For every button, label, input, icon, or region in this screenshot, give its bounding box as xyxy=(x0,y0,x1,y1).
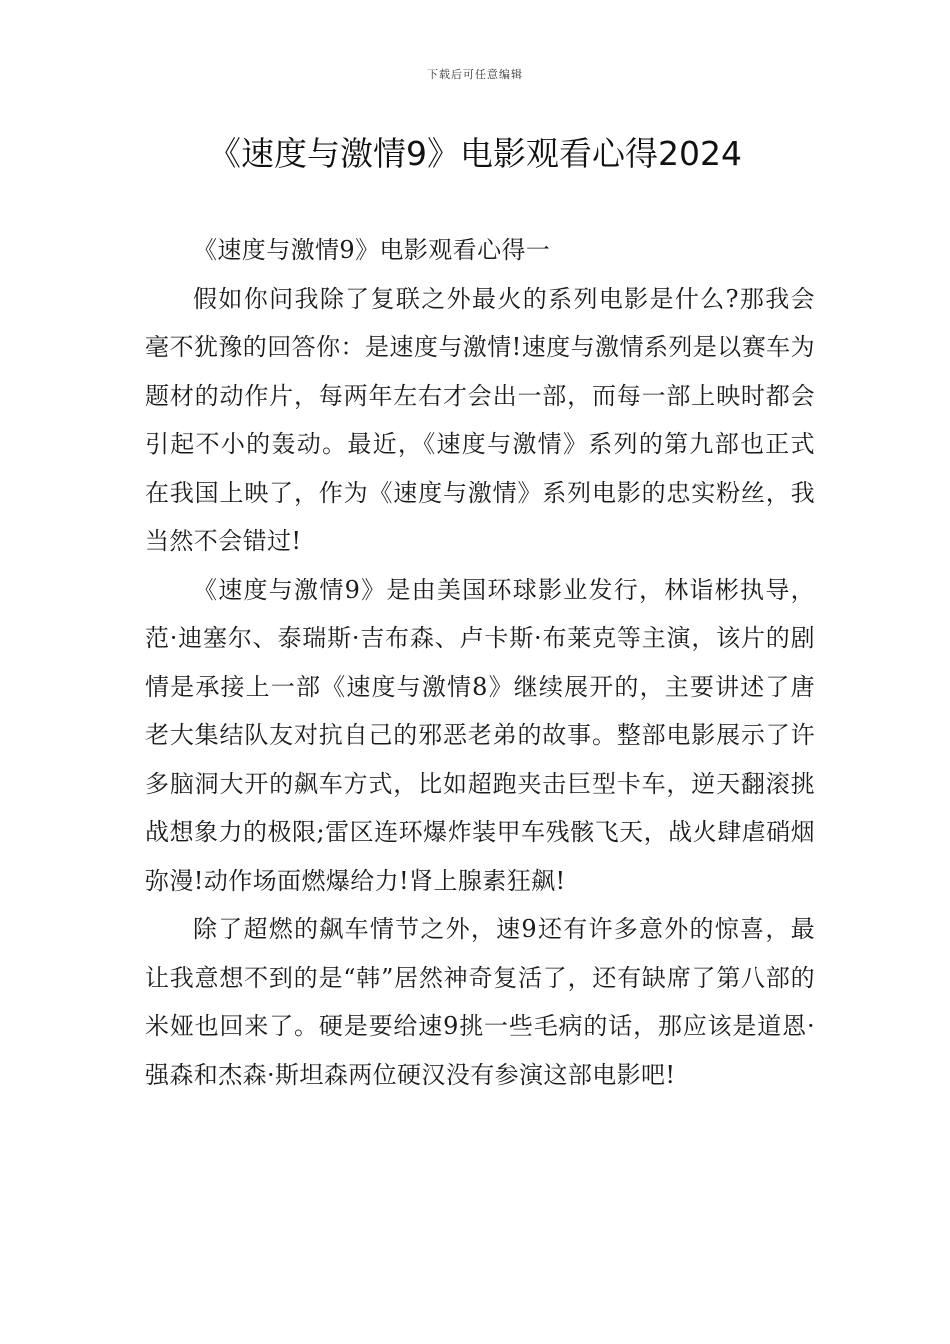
paragraph-3: 除了超燃的飙车情节之外，速9还有许多意外的惊喜，最让我意想不到的是“韩”居然神奇复活了，还有缺席了第八部的米娅也回来了。硬是要给速9挑一些毛病的话，那应该是道恩·强森和杰森·斯坦森两位硬汉没有参演这部电影吧! xyxy=(145,915,815,1089)
document-title: 《速度与激情9》电影观看心得2024 xyxy=(208,134,742,173)
paragraph-1: 假如你问我除了复联之外最火的系列电影是什么?那我会毫不犹豫的回答你：是速度与激情!速度与激情系列是以赛车为题材的动作片，每两年左右才会出一部，而每一部上映时都会引起不小的轰动。最近，《速度与激情》系列的第九部也正式在我国上映了，作为《速度与激情》系列电影的忠实粉丝，我当然不会错过! xyxy=(145,284,815,555)
section-heading: 《速度与激情9》电影观看心得一 xyxy=(193,236,551,264)
paragraph-2: 《速度与激情9》是由美国环球影业发行，林诣彬执导，范·迪塞尔、泰瑞斯·吉布森、卢卡斯·布莱克等主演，该片的剧情是承接上一部《速度与激情8》继续展开的，主要讲述了唐老大集结队友对抗自己的邪恶老弟的故事。整部电影展示了许多脑洞大开的飙车方式，比如超跑夹击巨型卡车，逆天翻滚挑战想象力的极限;雷区连环爆炸装甲车残骸飞天，战火肆虐硝烟弥漫!动作场面燃爆给力!肾上腺素狂飙! xyxy=(145,575,815,895)
document-body xyxy=(145,226,815,1099)
header-note: 下载后可任意编辑 xyxy=(427,68,523,81)
